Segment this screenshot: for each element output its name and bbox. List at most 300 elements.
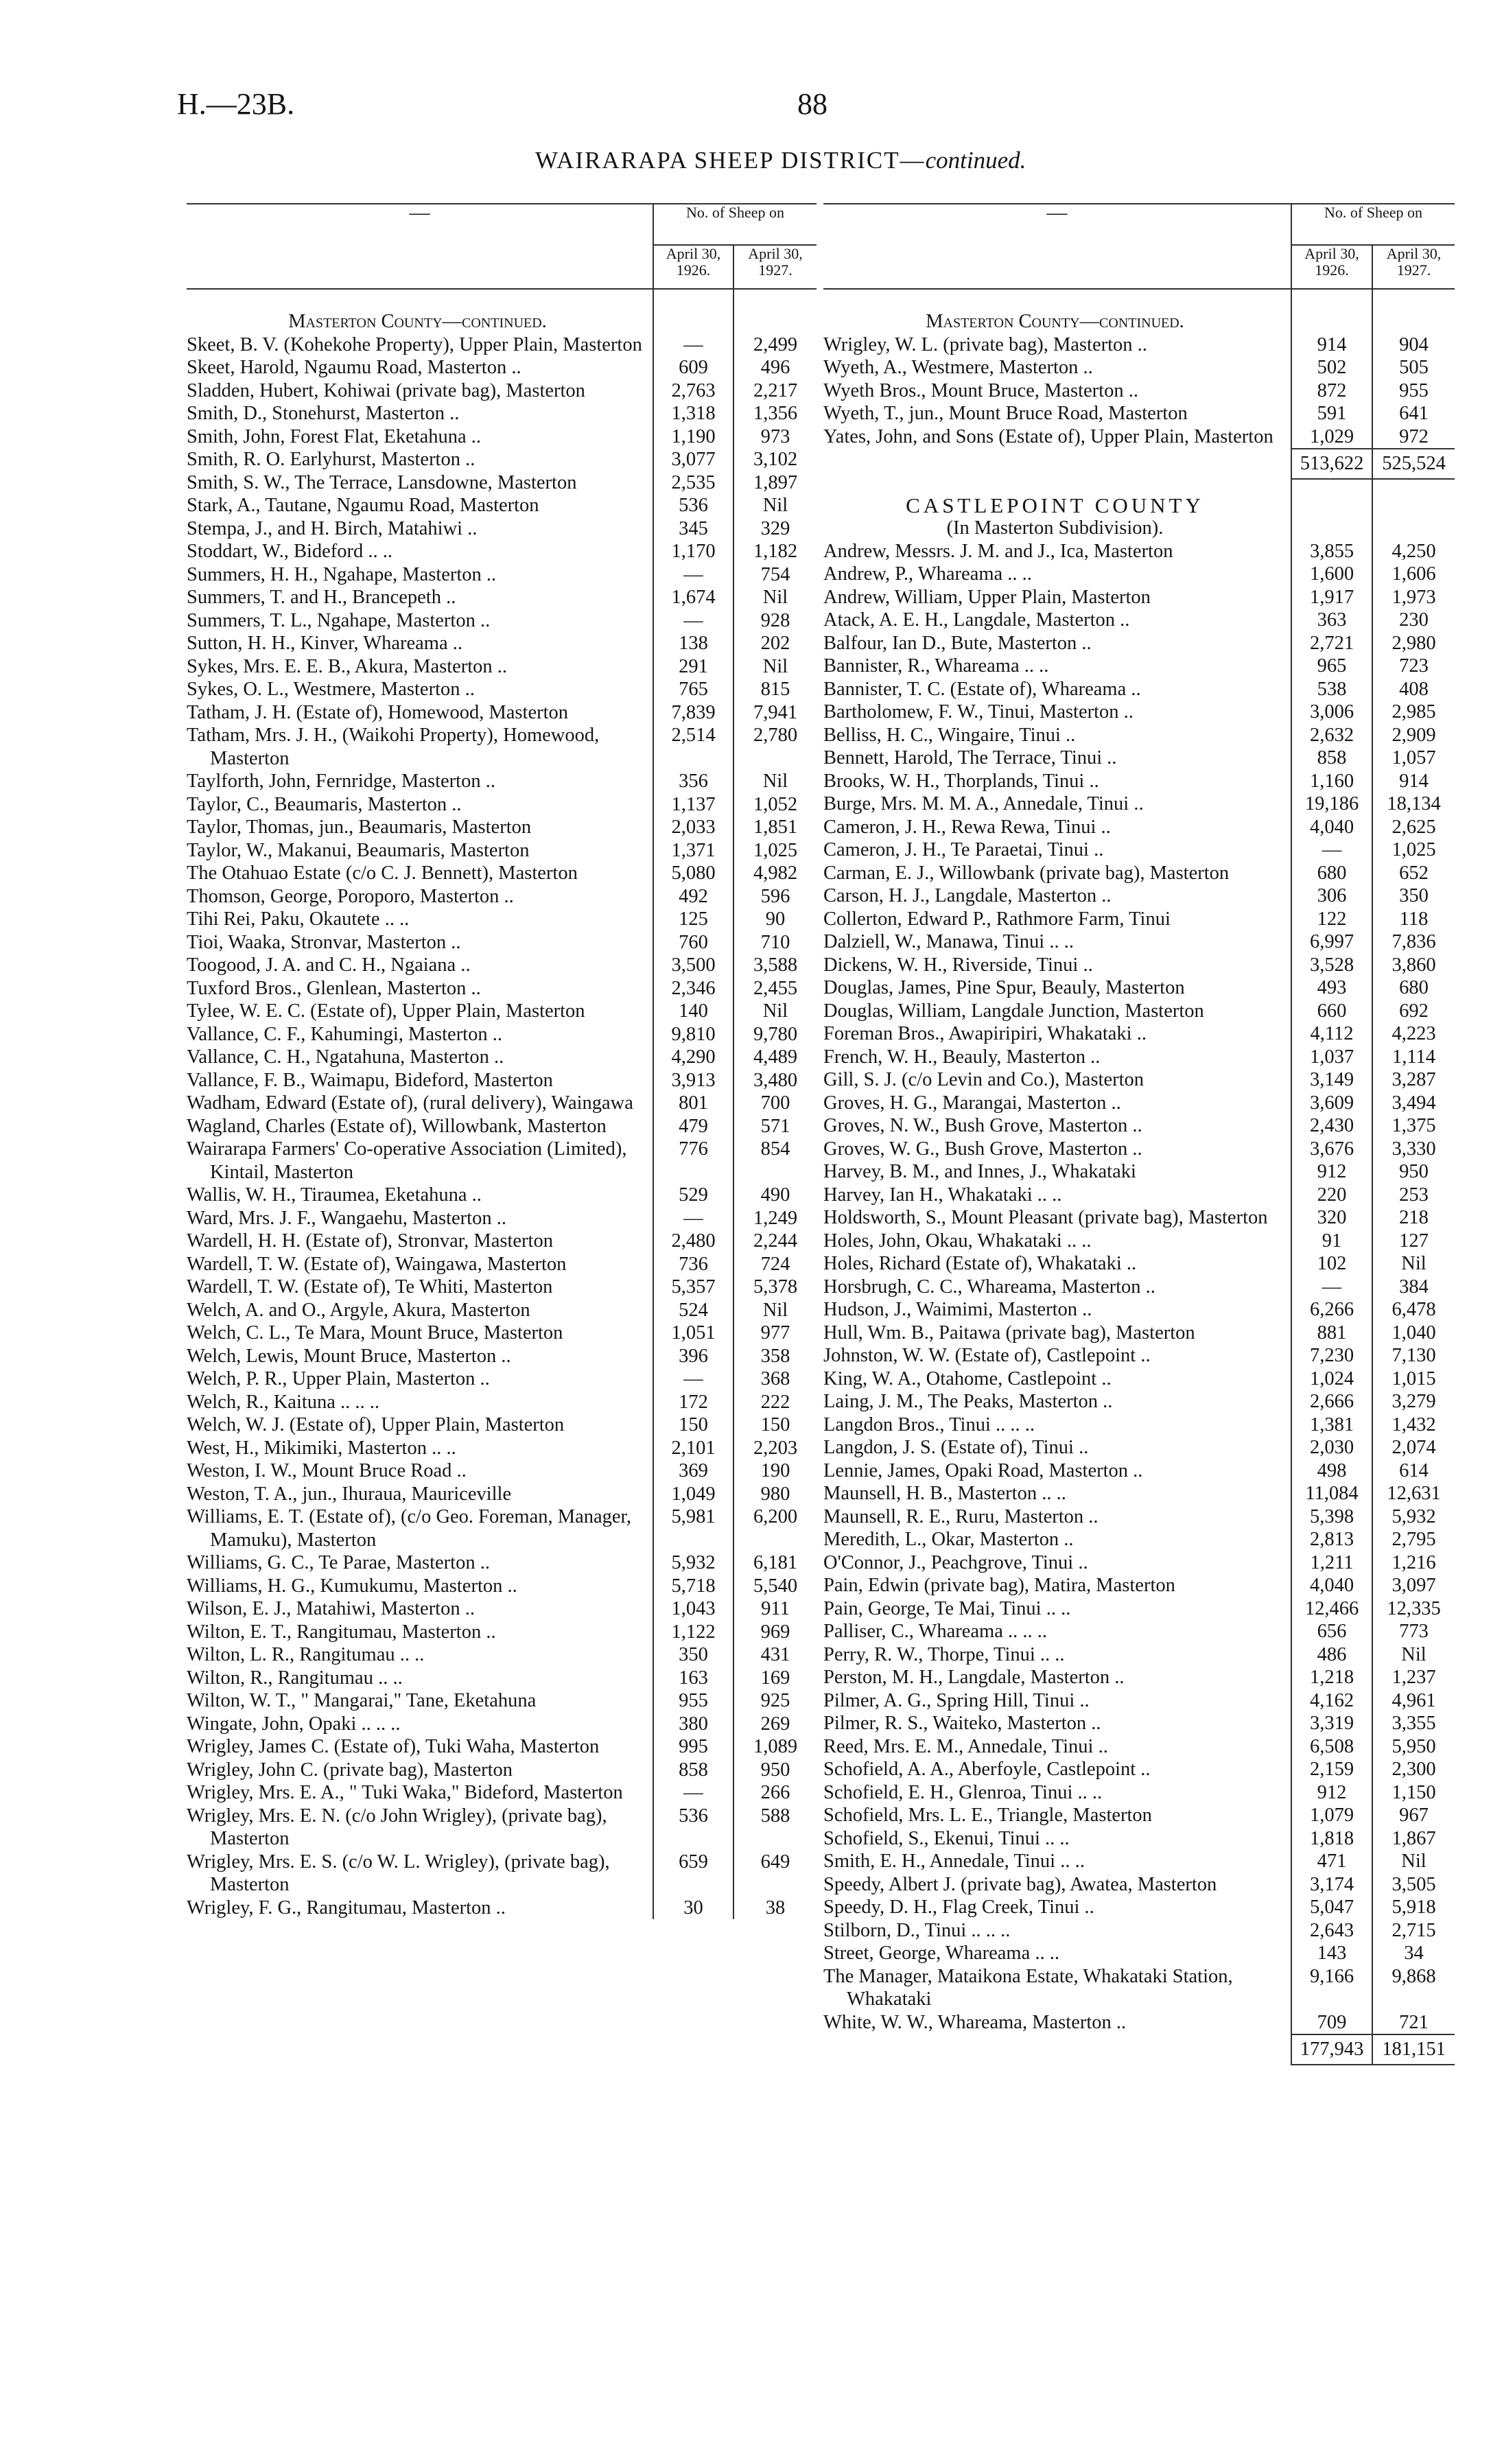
entry-name: Schofield, E. H., Glenroa, Tinui .. .. <box>823 1781 1103 1803</box>
table-row <box>187 724 817 770</box>
table-row <box>823 1896 1455 1919</box>
table-row <box>187 563 817 587</box>
sheep-1926: 5,718 <box>653 1575 733 1598</box>
entry-name: Stoddart, W., Bideford .. .. <box>187 541 393 562</box>
sheep-1926: 609 <box>653 356 733 379</box>
table-row <box>823 1138 1455 1161</box>
sheep-1927: 1,973 <box>1372 586 1455 609</box>
table-row <box>823 1413 1455 1437</box>
entry-name: Weston, T. A., jun., Ihuraua, Mauriceville <box>187 1483 512 1505</box>
sheep-1927: 1,375 <box>1372 1114 1455 1138</box>
table-row <box>823 379 1455 403</box>
table-row <box>823 2011 1455 2035</box>
sheep-1927: Nil <box>1372 1643 1455 1667</box>
sheep-1926: 3,006 <box>1291 701 1372 724</box>
entry-name: Williams, G. C., Te Parae, Masterton .. <box>187 1552 490 1573</box>
entry-name: Cameron, J. H., Te Paraetai, Tinui .. <box>823 839 1104 860</box>
sheep-1926: 2,346 <box>653 977 733 1000</box>
sheep-1926: 5,080 <box>653 862 733 885</box>
entry-name: Welch, P. R., Upper Plain, Masterton .. <box>187 1368 490 1389</box>
sheep-1927: 12,631 <box>1372 1482 1455 1505</box>
table-row <box>823 540 1455 563</box>
sheep-1926: 1,917 <box>1291 586 1372 609</box>
sheep-1926: 9,166 <box>1291 1965 1372 2011</box>
sheep-1926: — <box>653 609 733 633</box>
entry-name: Belliss, H. C., Wingaire, Tinui .. <box>823 724 1076 746</box>
sheep-1927: 1,052 <box>733 793 817 817</box>
sheep-1926: 306 <box>1291 884 1372 908</box>
table-row <box>187 1897 817 1920</box>
sheep-1927: 150 <box>733 1413 817 1437</box>
sheep-1926: 858 <box>1291 747 1372 770</box>
entry-name: Holes, Richard (Estate of), Whakataki .. <box>823 1253 1137 1274</box>
table-row <box>187 977 817 1000</box>
entry-name: Maunsell, R. E., Ruru, Masterton .. <box>823 1505 1099 1527</box>
subdivision-note: (In Masterton Subdivision). <box>946 517 1164 539</box>
sheep-1927: 925 <box>733 1689 817 1713</box>
total-1926: 177,943 <box>1291 2034 1372 2065</box>
table-row <box>823 1298 1455 1322</box>
sheep-1926: 765 <box>653 678 733 701</box>
table-row <box>823 1114 1455 1138</box>
sheep-1927: 1,040 <box>1372 1322 1455 1345</box>
sheep-1926: 1,218 <box>1291 1666 1372 1689</box>
entry-name: Tatham, J. H. (Estate of), Homewood, Masterton <box>187 701 569 723</box>
table-row <box>823 908 1455 931</box>
description-header: — <box>823 204 1291 289</box>
sheep-1927: 652 <box>1372 862 1455 885</box>
table-row <box>187 1805 817 1851</box>
sheep-1927: 1,356 <box>733 402 817 425</box>
sheep-1926: 1,170 <box>653 540 733 563</box>
table-row <box>823 1689 1455 1713</box>
sheep-1926: 125 <box>653 908 733 931</box>
sheep-1927: 6,181 <box>733 1551 817 1575</box>
table-row <box>823 1252 1455 1276</box>
entry-name: Wardell, T. W. (Estate of), Te Whiti, Masterton <box>187 1276 553 1298</box>
col-1926-header: April 30, 1926. <box>1291 245 1372 289</box>
table-row <box>823 838 1455 862</box>
table-row <box>823 1482 1455 1505</box>
sheep-1926: 709 <box>1291 2011 1372 2035</box>
sheep-1926: — <box>653 1207 733 1230</box>
table-row <box>823 1390 1455 1413</box>
entry-name: Wairarapa Farmers' Co-operative Association (Limited), Kintail, Masterton <box>187 1138 627 1183</box>
table-row <box>823 632 1455 655</box>
table-row <box>187 1575 817 1598</box>
entry-name: Wrigley, James C. (Estate of), Tuki Waha, Masterton <box>187 1736 600 1757</box>
table-row <box>187 1437 817 1460</box>
entry-name: The Manager, Mataikona Estate, Whakataki Station, Whakataki <box>823 1965 1233 2010</box>
entry-name: Wrigley, Mrs. E. S. (c/o W. L. Wrigley), (private bag), Masterton <box>187 1851 610 1895</box>
sheep-1926: 5,398 <box>1291 1505 1372 1529</box>
entry-name: Summers, T. and H., Brancepeth .. <box>187 587 456 608</box>
entry-name: Pain, Edwin (private bag), Matira, Masterton <box>823 1575 1175 1596</box>
sheep-1927: 973 <box>733 425 817 449</box>
table-row <box>187 379 817 403</box>
entry-name: Douglas, James, Pine Spur, Beauly, Masterton <box>823 977 1185 998</box>
sheep-1927: 723 <box>1372 655 1455 678</box>
table-row <box>823 586 1455 609</box>
sheep-1927: 202 <box>733 632 817 655</box>
sheep-1927: 724 <box>733 1253 817 1276</box>
sheep-1926: 3,174 <box>1291 1873 1372 1897</box>
sheep-1926: 479 <box>653 1115 733 1138</box>
table-row <box>823 1712 1455 1735</box>
sheep-1927: 2,074 <box>1372 1436 1455 1459</box>
entry-name: Lennie, James, Opaki Road, Masterton .. <box>823 1459 1143 1481</box>
entry-name: Reed, Mrs. E. M., Annedale, Tinui .. <box>823 1735 1108 1757</box>
sheep-1927: 4,961 <box>1372 1689 1455 1713</box>
sheep-1926: 912 <box>1291 1781 1372 1805</box>
table-row <box>187 609 817 633</box>
county-heading: CASTLEPOINT COUNTY <box>906 493 1204 517</box>
sheep-1926: 369 <box>653 1459 733 1483</box>
table-row <box>823 333 1455 357</box>
sheep-1926: 2,514 <box>653 724 733 770</box>
sheep-1927: 969 <box>733 1621 817 1644</box>
sheep-1927: 3,480 <box>733 1069 817 1092</box>
sheep-1927: 3,279 <box>1372 1390 1455 1413</box>
entry-name: Groves, W. G., Bush Grove, Masterton .. <box>823 1138 1142 1160</box>
sheep-1927: 18,134 <box>1372 793 1455 816</box>
sheep-1926: 471 <box>1291 1850 1372 1873</box>
sheep-1927: 3,355 <box>1372 1712 1455 1735</box>
sheep-1927: Nil <box>733 1299 817 1322</box>
table-row <box>823 884 1455 908</box>
sheep-1926: 872 <box>1291 379 1372 403</box>
sheep-1926: 220 <box>1291 1184 1372 1207</box>
entry-name: Smith, D., Stonehurst, Masterton .. <box>187 403 460 424</box>
entry-name: Stempa, J., and H. Birch, Matahiwi .. <box>187 517 478 539</box>
sheep-1926: 5,981 <box>653 1505 733 1551</box>
table-row <box>187 1023 817 1046</box>
sheep-1927: 169 <box>733 1667 817 1690</box>
entry-name: Collerton, Edward P., Rathmore Farm, Tinui <box>823 908 1171 930</box>
table-row <box>187 1667 817 1690</box>
sheep-1927: 721 <box>1372 2011 1455 2035</box>
sheep-1926: 4,162 <box>1291 1689 1372 1713</box>
sheep-1926: 2,480 <box>653 1230 733 1253</box>
sheep-1927: 2,499 <box>733 333 817 357</box>
table-row <box>823 1344 1455 1368</box>
sheep-1927: 368 <box>733 1368 817 1391</box>
entry-name: Williams, H. G., Kumukumu, Masterton .. <box>187 1575 517 1597</box>
table-row <box>187 678 817 701</box>
sheep-1927: 3,505 <box>1372 1873 1455 1897</box>
entry-name: Stilborn, D., Tinui .. .. .. <box>823 1919 1011 1941</box>
sheep-1927: 2,980 <box>1372 632 1455 655</box>
page-number: 88 <box>797 87 827 121</box>
table-row <box>823 1092 1455 1115</box>
table-row <box>823 816 1455 839</box>
entry-name: Welch, A. and O., Argyle, Akura, Masterton <box>187 1299 530 1321</box>
sheep-1927: 1,606 <box>1372 563 1455 586</box>
entry-name: Douglas, William, Langdale Junction, Masterton <box>823 1000 1204 1022</box>
sheep-1926: 3,528 <box>1291 954 1372 977</box>
table-row <box>187 1851 817 1897</box>
sheep-1927: 2,203 <box>733 1437 817 1460</box>
table-row <box>187 839 817 863</box>
sheep-1927: 1,851 <box>733 816 817 839</box>
sheep-1927: 3,330 <box>1372 1138 1455 1161</box>
sheep-1927: 754 <box>733 563 817 587</box>
entry-name: Foreman Bros., Awapiripiri, Whakataki .. <box>823 1023 1147 1044</box>
sheep-1926: 493 <box>1291 976 1372 1000</box>
entry-name: Holdsworth, S., Mount Pleasant (private bag), Masterton <box>823 1207 1268 1228</box>
sheep-1926: 1,818 <box>1291 1827 1372 1851</box>
sheep-1926: 2,632 <box>1291 724 1372 747</box>
entry-name: Speedy, Albert J. (private bag), Awatea, Masterton <box>823 1873 1217 1895</box>
entry-name: Welch, Lewis, Mount Bruce, Masterton .. <box>187 1345 511 1367</box>
table-row <box>823 976 1455 1000</box>
sheep-1926: 3,319 <box>1291 1712 1372 1735</box>
table-row <box>187 655 817 679</box>
sheep-1926: 1,600 <box>1291 563 1372 586</box>
table-row <box>823 1666 1455 1689</box>
sheep-1927: 1,182 <box>733 540 817 563</box>
entry-name: Maunsell, H. B., Masterton .. .. <box>823 1483 1066 1504</box>
entry-name: Taylor, C., Beaumaris, Masterton .. <box>187 793 462 815</box>
sheep-1926: 502 <box>1291 356 1372 379</box>
sheep-1927: 384 <box>1372 1276 1455 1299</box>
entry-name: Andrew, Messrs. J. M. and J., Ica, Masterton <box>823 540 1173 562</box>
table-row <box>187 586 817 609</box>
sheep-1926: 1,137 <box>653 793 733 817</box>
sheep-1926: 2,030 <box>1291 1436 1372 1459</box>
entry-name: Wyeth Bros., Mount Bruce, Masterton .. <box>823 379 1138 401</box>
sheep-1926: 6,508 <box>1291 1735 1372 1759</box>
sheep-1926: 6,997 <box>1291 930 1372 954</box>
sheep-1926: 345 <box>653 517 733 541</box>
sheep-1926: 172 <box>653 1391 733 1414</box>
total-1927: 525,524 <box>1372 449 1455 479</box>
sheep-count-header: No. of Sheep on <box>653 204 817 245</box>
entry-name: Wilton, E. T., Rangitumau, Masterton .. <box>187 1621 496 1643</box>
sheep-1926: 1,318 <box>653 402 733 425</box>
page-title: WAIRARAPA SHEEP DISTRICT—continued. <box>535 147 1026 174</box>
table-row <box>187 1368 817 1391</box>
entry-name: Perry, R. W., Thorpe, Tinui .. .. <box>823 1643 1065 1665</box>
sheep-1926: 2,721 <box>1291 632 1372 655</box>
sheep-1927: 9,868 <box>1372 1965 1455 2011</box>
sheep-1927: 358 <box>733 1345 817 1368</box>
sheep-1927: Nil <box>733 494 817 517</box>
table-row <box>823 930 1455 954</box>
sheep-1927: 649 <box>733 1851 817 1897</box>
sheep-1927: 222 <box>733 1391 817 1414</box>
sheep-1926: 5,357 <box>653 1276 733 1299</box>
sheep-1927: 3,287 <box>1372 1068 1455 1092</box>
sheep-1926: 536 <box>653 1805 733 1851</box>
table-row <box>187 1597 817 1621</box>
sheep-1926: 9,810 <box>653 1023 733 1046</box>
sheep-1926: 2,643 <box>1291 1919 1372 1943</box>
sheep-1926: 2,763 <box>653 379 733 403</box>
entry-name: Smith, R. O. Earlyhurst, Masterton .. <box>187 449 476 470</box>
subdivision-note-row <box>823 517 1455 540</box>
entry-name: Skeet, B. V. (Kohekohe Property), Upper Plain, Masterton <box>187 333 642 355</box>
entry-name: Wilton, R., Rangitumau .. .. <box>187 1667 403 1689</box>
table-row <box>187 1413 817 1437</box>
sheep-1927: 269 <box>733 1713 817 1736</box>
table-row <box>823 1735 1455 1759</box>
entry-name: Schofield, S., Ekenui, Tinui .. .. <box>823 1827 1070 1849</box>
table-row <box>823 1781 1455 1805</box>
table-row <box>823 609 1455 632</box>
left-column-table <box>187 203 817 1919</box>
sheep-1926: 1,079 <box>1291 1804 1372 1827</box>
table-row <box>187 1184 817 1207</box>
sheep-1926: 3,676 <box>1291 1138 1372 1161</box>
sheep-1927: 3,097 <box>1372 1574 1455 1597</box>
total-1926: 513,622 <box>1291 449 1372 479</box>
table-row <box>187 1459 817 1483</box>
table-row <box>187 1230 817 1253</box>
sheep-1926: 91 <box>1291 1230 1372 1253</box>
sheep-1927: 950 <box>733 1759 817 1782</box>
entry-name: Taylor, W., Makanui, Beaumaris, Masterton <box>187 839 530 861</box>
sheep-1927: 1,114 <box>1372 1046 1455 1069</box>
table-row <box>823 1804 1455 1827</box>
table-row <box>187 701 817 725</box>
total-label <box>823 2034 1291 2065</box>
entry-name: Bannister, T. C. (Estate of), Whareama .. <box>823 678 1141 700</box>
sheep-1926: 965 <box>1291 655 1372 678</box>
sheep-1926: 1,211 <box>1291 1551 1372 1575</box>
sheep-1926: 660 <box>1291 1000 1372 1023</box>
sheep-1926: 914 <box>1291 333 1372 357</box>
entry-name: Smith, E. H., Annedale, Tinui .. .. <box>823 1851 1085 1872</box>
entry-name: Wyeth, A., Westmere, Masterton .. <box>823 357 1093 378</box>
sheep-1926: 4,040 <box>1291 816 1372 839</box>
table-row <box>187 471 817 495</box>
entry-name: French, W. H., Beauly, Masterton .. <box>823 1046 1101 1068</box>
table-row <box>823 1574 1455 1597</box>
table-row <box>823 1184 1455 1207</box>
table-row <box>823 1850 1455 1873</box>
entry-name: Wyeth, T., jun., Mount Bruce Road, Masterton <box>823 403 1188 424</box>
sheep-1926: 881 <box>1291 1322 1372 1345</box>
sheep-1927: 571 <box>733 1115 817 1138</box>
entry-name: Horsbrugh, C. C., Whareama, Masterton .. <box>823 1276 1155 1298</box>
entry-name: Wadham, Edward (Estate of), (rural delivery), Waingawa <box>187 1092 633 1114</box>
total-1927: 181,151 <box>1372 2034 1455 2065</box>
table-row <box>187 1000 817 1023</box>
table-row <box>187 1713 817 1736</box>
sheep-1926: 4,290 <box>653 1046 733 1069</box>
table-row <box>187 517 817 541</box>
table-row <box>823 678 1455 701</box>
sheep-1927: 914 <box>1372 770 1455 793</box>
sheep-1926: — <box>653 563 733 587</box>
entry-name: Yates, John, and Sons (Estate of), Upper Plain, Masterton <box>823 425 1273 447</box>
sheep-1927: 815 <box>733 678 817 701</box>
sheep-1926: 1,029 <box>1291 425 1372 449</box>
sheep-1927: 4,223 <box>1372 1022 1455 1046</box>
entry-name: Langdon, J. S. (Estate of), Tinui .. <box>823 1437 1089 1458</box>
table-row <box>187 632 817 655</box>
sheep-1927: 710 <box>733 931 817 954</box>
sheep-1927: 329 <box>733 517 817 541</box>
sheep-1926: 538 <box>1291 678 1372 701</box>
sheep-1926: 7,230 <box>1291 1344 1372 1368</box>
entry-name: Holes, John, Okau, Whakataki .. .. <box>823 1230 1092 1252</box>
sheep-1926: — <box>1291 1276 1372 1299</box>
sheep-1926: 492 <box>653 885 733 908</box>
sheep-1927: 1,216 <box>1372 1551 1455 1575</box>
sheep-1927: 5,378 <box>733 1276 817 1299</box>
table-row <box>823 724 1455 747</box>
sheep-1927: 1,897 <box>733 471 817 495</box>
table-row <box>823 1068 1455 1092</box>
sheep-1927: 90 <box>733 908 817 931</box>
entry-name: Sykes, O. L., Westmere, Masterton .. <box>187 679 475 700</box>
table-row <box>823 425 1455 449</box>
table-row <box>823 793 1455 816</box>
sheep-1926: 1,190 <box>653 425 733 449</box>
table-row <box>187 1621 817 1644</box>
sheep-1926: 1,037 <box>1291 1046 1372 1069</box>
table-row <box>823 1758 1455 1781</box>
entry-name: Schofield, A. A., Aberfoyle, Castlepoint .. <box>823 1759 1151 1780</box>
entry-name: Vallance, C. H., Ngatahuna, Masterton .. <box>187 1046 504 1068</box>
entry-name: Wardell, T. W. (Estate of), Waingawa, Masterton <box>187 1253 567 1275</box>
sheep-1927: 2,795 <box>1372 1528 1455 1551</box>
entry-name: Tatham, Mrs. J. H., (Waikohi Property), Homewood, Masterton <box>187 725 600 769</box>
total-row <box>823 449 1455 479</box>
sheep-1927: 7,130 <box>1372 1344 1455 1368</box>
table-row <box>187 1276 817 1299</box>
entry-name: Ward, Mrs. J. F., Wangaehu, Masterton .. <box>187 1207 506 1229</box>
sheep-1926: 291 <box>653 655 733 679</box>
entry-name: Pain, George, Te Mai, Tinui .. .. <box>823 1597 1071 1619</box>
sheep-1927: 408 <box>1372 678 1455 701</box>
sheep-1926: 995 <box>653 1735 733 1759</box>
sheep-1926: 7,839 <box>653 701 733 725</box>
sheep-1926: 1,381 <box>1291 1413 1372 1437</box>
sheep-1927: 2,909 <box>1372 724 1455 747</box>
entry-name: Harvey, B. M., and Innes, J., Whakataki <box>823 1161 1136 1182</box>
col-1926-header: April 30, 1926. <box>653 245 733 289</box>
sheep-1926: 2,430 <box>1291 1114 1372 1138</box>
sheep-1926: 122 <box>1291 908 1372 931</box>
sheep-1927: 977 <box>733 1322 817 1345</box>
sheep-1927: 692 <box>1372 1000 1455 1023</box>
table-row <box>187 770 817 793</box>
entry-name: Andrew, William, Upper Plain, Masterton <box>823 586 1151 608</box>
entry-name: Bartholomew, F. W., Tinui, Masterton .. <box>823 701 1134 723</box>
sheep-1927: 2,985 <box>1372 701 1455 724</box>
sheep-1926: 659 <box>653 1851 733 1897</box>
table-row <box>823 1620 1455 1643</box>
sheep-1927: 230 <box>1372 609 1455 632</box>
sheep-1927: Nil <box>1372 1252 1455 1276</box>
sheep-1927: 1,249 <box>733 1207 817 1230</box>
table-row <box>187 448 817 471</box>
sheep-1927: 127 <box>1372 1230 1455 1253</box>
description-header: — <box>187 204 653 289</box>
report-reference: H.—23B. <box>177 87 295 121</box>
sheep-1927: 266 <box>733 1781 817 1805</box>
entry-name: Vallance, C. F., Kahumingi, Masterton .. <box>187 1023 502 1045</box>
sheep-1926: 1,674 <box>653 586 733 609</box>
sheep-1927: 3,588 <box>733 954 817 977</box>
entry-name: Skeet, Harold, Ngaumu Road, Masterton .. <box>187 357 521 378</box>
sheep-1927: 4,489 <box>733 1046 817 1069</box>
entry-name: Laing, J. M., The Peaks, Masterton .. <box>823 1391 1113 1412</box>
entry-name: Wilton, W. T., " Mangarai," Tane, Eketahuna <box>187 1690 537 1711</box>
